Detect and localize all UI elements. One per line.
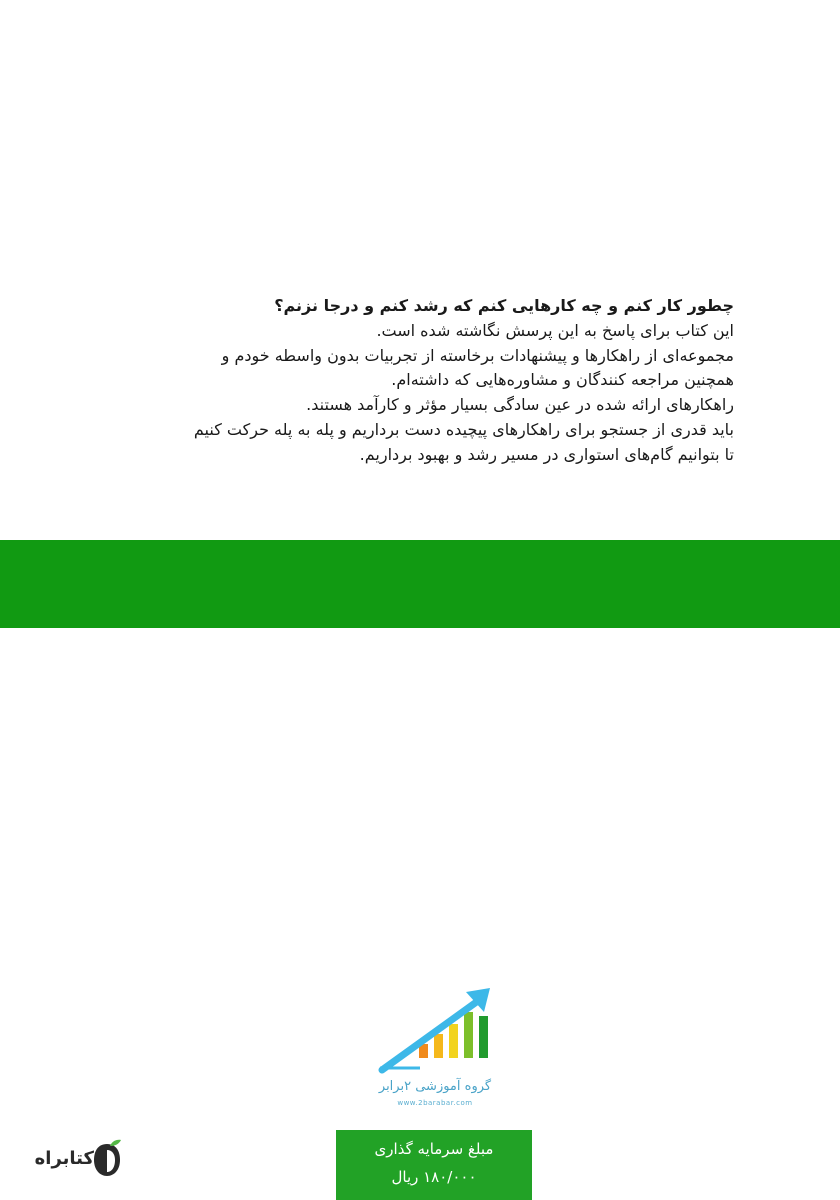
- price-label: مبلغ سرمایه گذاری: [374, 1140, 494, 1158]
- ketabrah-brand: [28, 1136, 128, 1182]
- back-cover-text: [74, 294, 734, 468]
- blurb-line: همچنین مراجعه کنندگان و مشاوره‌هایی که داشته‌ام.: [391, 370, 734, 390]
- publisher-logo: [370, 982, 500, 1112]
- blurb-line: تا بتوانیم گام‌های استواری در مسیر رشد و بهبود برداریم.: [359, 444, 734, 464]
- ketabrah-logo-icon: [90, 1138, 124, 1178]
- growth-chart-arrow-logo-icon: [370, 982, 500, 1078]
- blurb-line: این کتاب برای پاسخ به این پرسش نگاشته شده است.: [376, 320, 734, 340]
- price-box: [336, 1130, 532, 1200]
- green-band: [0, 540, 840, 628]
- blurb-question: چطور کار کنم و چه کارهایی کنم که رشد کنم و درجا نزنم؟: [274, 296, 734, 315]
- price-amount: ۱۸۰/۰۰۰ ریال: [391, 1168, 477, 1186]
- publisher-name: گروه آموزشی ۲برابر: [378, 1079, 492, 1094]
- publisher-url: www.2barabar.com: [397, 1099, 473, 1107]
- blurb-line: راهکارهای ارائه شده در عین سادگی بسیار مؤثر و کارآمد هستند.: [306, 395, 734, 415]
- ketabrah-name: کتابراه: [34, 1148, 94, 1169]
- blurb-line: مجموعه‌ای از راهکارها و پیشنهادات برخاسته از تجربیات بدون واسطه خودم و: [221, 345, 734, 365]
- blurb-line: باید قدری از جستجو برای راهکارهای پیچیده دست برداریم و پله به پله حرکت کنیم: [193, 419, 734, 439]
